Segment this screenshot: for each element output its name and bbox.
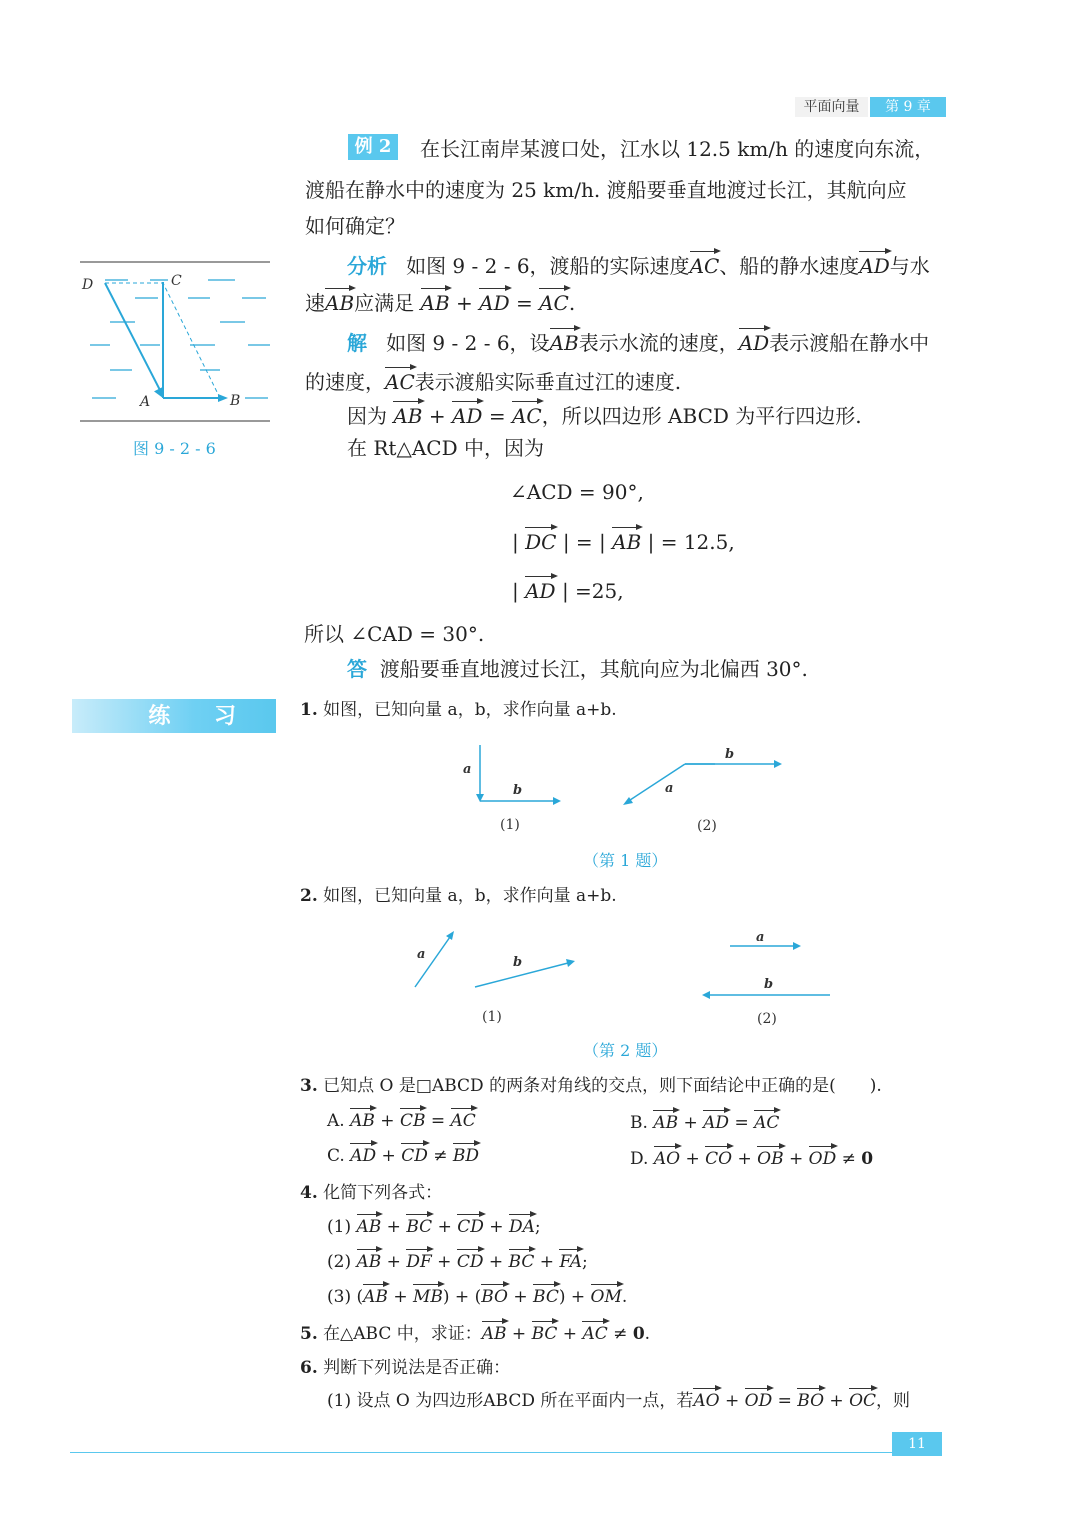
option-b: B. AB + AD = AC [630,1113,780,1133]
example-line-2: 渡船在静水中的速度为 25 km/h. 渡船要垂直地渡过长江，其航向应 [305,178,907,202]
q1-vec-a1: a [463,762,472,777]
question-5: 5. 在△ABC 中，求证：AB + BC + AC ≠ 0. [300,1324,651,1344]
example-badge: 例 2 [348,134,398,160]
q4-item-3: (3) (AB + MB) + (BO + BC) + OM. [327,1287,628,1307]
q2-vec-a1: a [417,947,426,962]
label-C: C [171,273,182,289]
figure-9-2-6 [80,258,275,428]
question-4: 4. 化简下列各式： [300,1183,443,1203]
q2-vec-b2: b [764,977,774,992]
label-B: B [230,393,241,409]
question-2: 2. 如图，已知向量 a，b，求作向量 a+b. [300,886,617,906]
page-number: 11 [892,1432,942,1456]
q6-item-1: (1) 设点 O 为四边形ABCD 所在平面内一点，若AO + OD = BO + OC，则 [327,1391,911,1411]
analysis-line-1: 分析 如图 9 - 2 - 6，渡船的实际速度AC、船的静水速度AD与水 [347,254,930,278]
solution-label: 解 [347,331,367,355]
q1-vec-a2: a [665,781,674,796]
question-1: 1. 如图，已知向量 a，b，求作向量 a+b. [300,700,617,720]
q4-item-2: (2) AB + DF + CD + BC + FA; [327,1252,588,1272]
q2-sub-2: (2) [757,1011,777,1027]
example-line-3: 如何确定？ [305,214,405,238]
q1-sub-2: (2) [697,818,717,834]
label-A: A [140,394,151,410]
solution-line-2: 的速度，AC表示渡船实际垂直过江的速度. [305,370,682,394]
label-D: D [82,277,94,293]
q2-caption: （第 2 题） [583,1041,668,1060]
q1-vec-b1: b [513,783,523,798]
solution-line-1: 解 如图 9 - 2 - 6，设AB表示水流的速度，AD表示渡船在静水中 [347,331,930,355]
q2-sub-1: (1) [482,1009,502,1025]
analysis-line-2: 速AB应满足 AB + AD = AC. [305,291,576,315]
equation-3: | AD | =25, [512,579,624,603]
question-3: 3. 已知点 O 是□ABCD 的两条对角线的交点，则下面结论中正确的是( ). [300,1076,882,1096]
section-title: 平面向量 [795,97,868,117]
q2-vec-a2: a [756,930,765,945]
example-line-1: 在长江南岸某渡口处，江水以 12.5 km/h 的速度向东流， [420,137,935,161]
chapter-label: 第 9 章 [870,97,946,117]
so-line: 所以 ∠CAD = 30°. [304,622,485,646]
equation-2: | DC | = | AB | = 12.5, [512,530,735,554]
because-line: 因为 AB + AD = AC，所以四边形 ABCD 为平行四边形. [347,404,862,428]
equation-1: ∠ACD = 90°, [510,480,644,504]
question-6: 6. 判断下列说法是否正确： [300,1358,511,1378]
q2-vec-b1: b [513,955,523,970]
rt-line: 在 Rt△ACD 中，因为 [347,436,544,460]
answer-line: 答 渡船要垂直地渡过长江，其航向应为北偏西 30°. [347,657,808,681]
analysis-label: 分析 [347,254,387,278]
option-d: D. AO + CO + OB + OD ≠ 0 [630,1149,874,1169]
practice-header: 练 习 [72,699,276,733]
q2-figures [400,925,840,1030]
q1-caption: （第 1 题） [583,851,668,870]
q1-sub-1: (1) [500,817,520,833]
figure-caption: 图 9 - 2 - 6 [133,439,216,458]
answer-label: 答 [347,657,367,681]
option-c: C. AD + CD ≠ BD [327,1146,480,1166]
q1-vec-b2: b [725,747,735,762]
footer-rule [70,1452,942,1453]
option-a: A. AB + CB = AC [327,1111,476,1131]
q1-figures [455,740,795,840]
q4-item-1: (1) AB + BC + CD + DA; [327,1217,541,1237]
